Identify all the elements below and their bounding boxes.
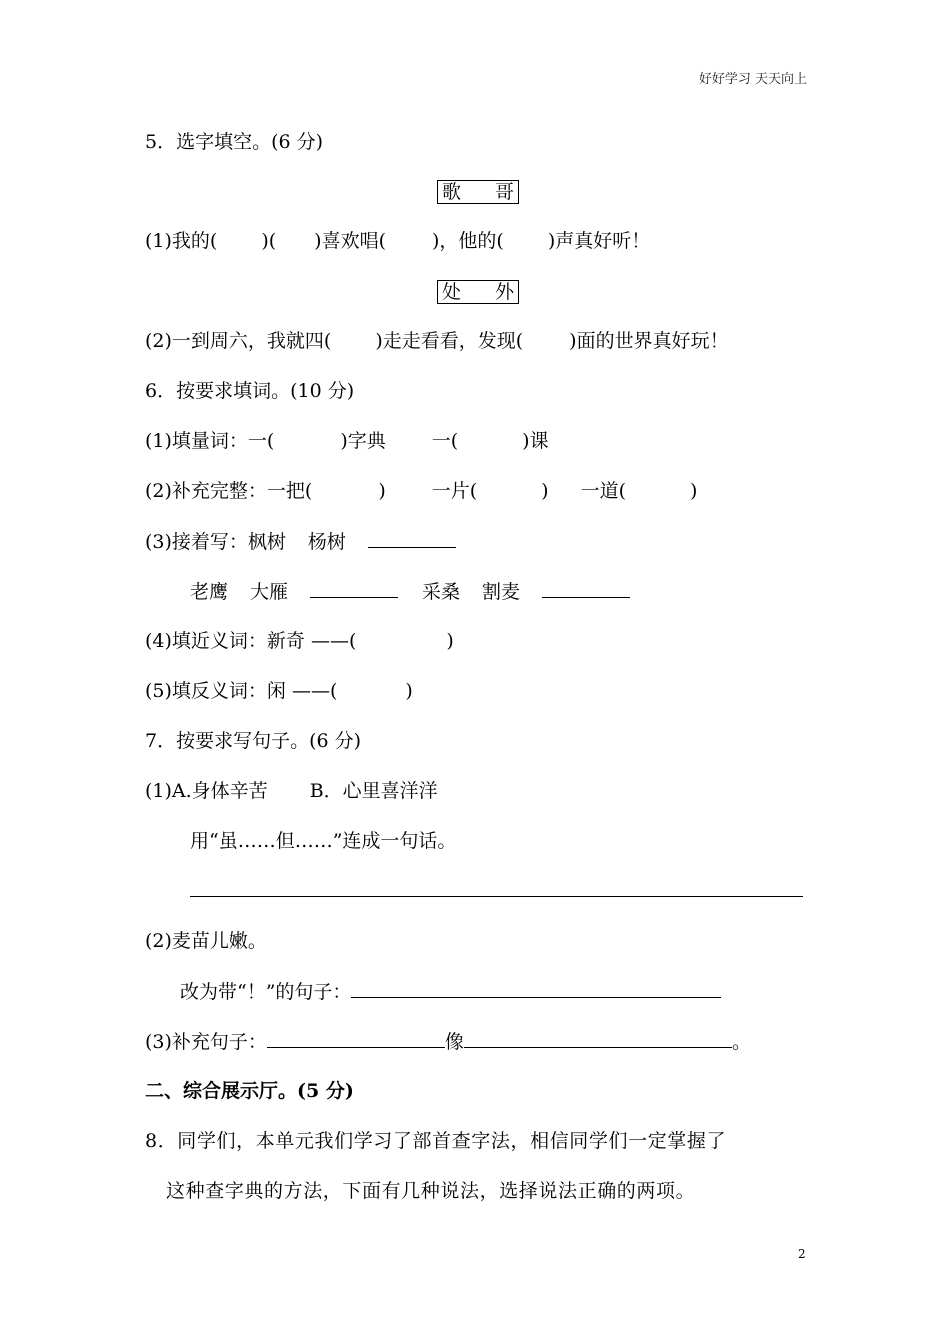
item-text: 一片( <box>431 480 478 502</box>
option-b: B．心里喜洋洋 <box>309 780 438 802</box>
word-box-1 <box>437 180 519 204</box>
question-6-item-4 <box>145 629 454 653</box>
question-5-sentence-2 <box>145 329 729 353</box>
item-text: 。 <box>731 1031 751 1053</box>
section-2-title: 二、综合展示厅。(5 分) <box>145 1080 354 1102</box>
question-8-line-1: 8．同学们，本单元我们学习了部首查字法，相信同学们一定掌握了 <box>145 1130 727 1152</box>
question-7-item-2: (2)麦苗儿嫩。 <box>145 930 267 952</box>
item-text: 一道( <box>580 480 627 502</box>
sentence-part: (1)我的( <box>145 230 218 252</box>
sentence-part: )走走看看，发现( <box>375 330 524 352</box>
question-7-item-3 <box>145 1029 751 1054</box>
answer-blank[interactable] <box>351 979 721 998</box>
question-7-title: 7．按要求写句子。(6 分) <box>145 730 362 752</box>
answer-line[interactable] <box>190 878 803 897</box>
question-7-item-1-instruction: 用“虽……但……”连成一句话。 <box>190 830 457 852</box>
instruction-text: 改为带“！”的句子： <box>180 981 352 1003</box>
answer-blank[interactable] <box>464 1029 732 1048</box>
box-char: 外 <box>495 281 515 303</box>
page-number: 2 <box>798 1247 806 1261</box>
sentence-part: (2)一到周六，我就四( <box>145 330 332 352</box>
item-text: )字典 <box>340 430 386 452</box>
item-text: (5)填反义词：闲 ——( <box>145 680 338 702</box>
item-text: ) <box>446 630 454 652</box>
item-text: (4)填近义词：新奇 ——( <box>145 630 357 652</box>
item-text: (3)补充句子： <box>145 1031 267 1053</box>
item-text: ) <box>405 680 413 702</box>
sentence-part: )( <box>261 230 277 252</box>
page-header: 好好学习 天天向上 <box>698 72 807 87</box>
item-text: 杨树 <box>307 531 346 553</box>
item-text: (3)接着写：枫树 <box>145 531 286 553</box>
question-6-item-3-continued <box>190 579 630 604</box>
sentence-part: )声真好听！ <box>547 230 651 252</box>
item-text: 一( <box>431 430 459 452</box>
item-text: ) <box>541 480 549 502</box>
question-6-item-5 <box>145 679 413 703</box>
question-6-title: 6．按要求填词。(10 分) <box>145 380 355 402</box>
question-6-item-2 <box>145 479 697 503</box>
question-6-item-1 <box>145 429 549 453</box>
item-text: 割麦 <box>482 581 521 603</box>
box-char: 哥 <box>495 181 515 203</box>
answer-blank[interactable] <box>542 579 630 598</box>
item-text: 老鹰 <box>190 581 229 603</box>
item-text: (2)补充完整：一把( <box>145 480 313 502</box>
question-7-item-2-instruction <box>180 979 721 1004</box>
item-text: 采桑 <box>422 581 461 603</box>
answer-blank[interactable] <box>310 579 398 598</box>
question-5-title: 5．选字填空。(6 分) <box>145 131 324 153</box>
item-text: ) <box>378 480 386 502</box>
option-a: (1)A.身体辛苦 <box>145 780 268 802</box>
item-text: 大雁 <box>250 581 289 603</box>
item-text: ) <box>690 480 698 502</box>
question-6-item-3 <box>145 529 456 554</box>
sentence-part: )面的世界真好玩！ <box>569 330 729 352</box>
box-char: 处 <box>442 281 462 303</box>
word-box-2 <box>437 280 519 304</box>
question-7-item-1 <box>145 779 438 803</box>
sentence-part: )喜欢唱( <box>314 230 386 252</box>
item-text: 像 <box>444 1031 464 1053</box>
question-8-line-2: 这种查字典的方法，下面有几种说法，选择说法正确的两项。 <box>166 1180 696 1202</box>
answer-blank[interactable] <box>368 529 456 548</box>
item-text: (1)填量词：一( <box>145 430 275 452</box>
sentence-part: )，他的( <box>431 230 504 252</box>
box-char: 歌 <box>442 181 462 203</box>
item-text: )课 <box>522 430 549 452</box>
answer-blank[interactable] <box>267 1029 445 1048</box>
question-5-sentence-1 <box>145 229 650 253</box>
